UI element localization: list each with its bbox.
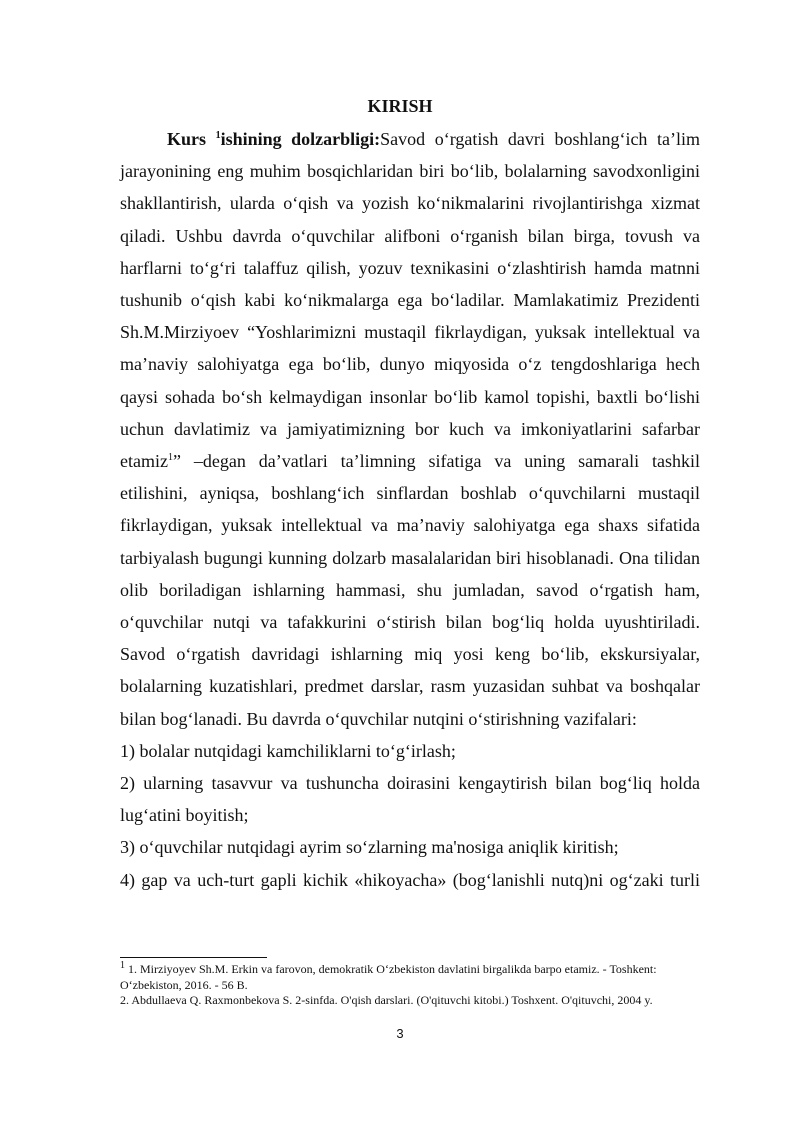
footnote-1-marker: 1 <box>120 960 125 971</box>
list-item-3: 3) o‘quvchilar nutqidagi ayrim so‘zlarning ma'nosiga aniqlik kiritish; <box>120 837 619 858</box>
paragraph-text-part2: ” –degan da’vatlari ta’limning sifatiga va uning samarali tashkil etilishini, ayniqsa, boshlang‘ich sinflardan boshlab o‘quvchilarni mustaqil fikrlaydigan, yuksak intellektual va ma’naviy salohiyatga ega shaxs sifatida tarbiyalash bugungi kunning dolzarb masalalaridan biri hisoblanadi. Ona tilidan olib boriladigan ishlarning hammasi, shu jumladan, savod o‘rgatish ham, o‘quvchilar nutqi va tafakkurini o‘stirish bilan bog‘liq holda uyushtiriladi. Savod o‘rgatish davridagi ishlarning miq yosi keng bo‘lib, ekskursiyalar, bolalarning kuzatishlari, predmet darslar, rasm yuzasidan suhbat va boshqalar bilan bog‘lanadi. Bu davrda o‘quvchilar nutqini o‘stirishning vazifalari: <box>120 451 700 729</box>
intro-paragraph <box>120 123 700 735</box>
lead-label-start: Kurs <box>167 129 216 149</box>
lead-label-end: ishining dolzarbligi: <box>220 129 381 149</box>
list-item-4: 4) gap va uch-turt gapli kichik «hikoyacha» (bog‘lanishli nutq)ni og‘zaki turli <box>120 869 700 890</box>
page-number: 3 <box>396 1026 404 1041</box>
footnote-1 <box>120 962 700 993</box>
body-text <box>120 123 700 896</box>
footnote-1-text: 1. Mirziyoyev Sh.M. Erkin va farovon, demokratik O‘zbekiston davlatini birgalikda barpo etamiz. - Toshkent: O‘zbekiston, 2016. - 56 B. <box>120 962 657 992</box>
lead-label-superscript: 1 <box>215 130 221 141</box>
lead-label <box>167 129 380 149</box>
footnote-reference: 1 <box>167 452 173 464</box>
footnote-2: 2. Abdullaeva Q. Raxmonbekova S. 2-sinfda. O'qish darslari. (O'qituvchi kitobi.) Toshxent. O'qituvchi, 2004 y. <box>120 993 653 1007</box>
page-title: KIRISH <box>367 96 433 116</box>
list-item-2: 2) ularning tasavvur va tushuncha doirasini kengaytirish bilan bog‘liq holda lug‘atini boyitish; <box>120 773 700 826</box>
paragraph-text-part1: Savod o‘rgatish davri boshlang‘ich ta’lim jarayonining eng muhim bosqichlaridan biri bo‘lib, bolalarning savodxonligini shakllantirish, ularda o‘qish va yozish ko‘nikmalarini rivojlantirishga xizmat qiladi. Ushbu davrda o‘quvchilar alifboni o‘rganish bilan birga, tovush va harflarni to‘g‘ri talaffuz qilish, yozuv texnikasini o‘zlashtirish hamda matnni tushunib o‘qish kabi ko‘nikmalarga ega bo‘ladilar. Mamlakatimiz Prezidenti Sh.M.Mirziyoev “Yoshlarimizni mustaqil fikrlaydigan, yuksak intellektual va ma’naviy salohiyatga ega bo‘lib, dunyo miqyosida o‘z tengdoshlariga hech qaysi sohada bo‘sh kelmaydigan insonlar bo‘lib kamol topishi, baxtli bo‘lishi uchun davlatimiz va jamiyatimizning bor kuch va imkoniyatlarini safarbar etamiz <box>120 129 700 472</box>
footnote-separator <box>120 957 267 958</box>
footnotes <box>120 962 700 1009</box>
list-item-1: 1) bolalar nutqidagi kamchiliklarni to‘g‘irlash; <box>120 740 456 761</box>
